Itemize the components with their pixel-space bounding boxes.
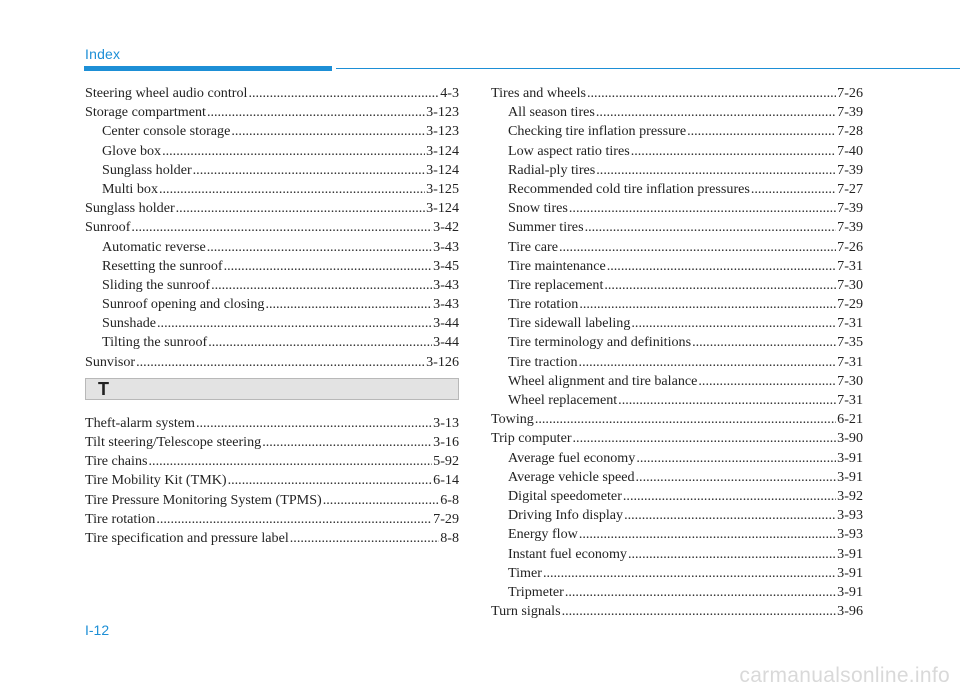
index-entry xyxy=(491,429,863,448)
index-subentry xyxy=(491,372,863,391)
dot-leader xyxy=(207,238,432,257)
entry-label: Snow tires xyxy=(508,200,568,217)
entry-label: Tire care xyxy=(508,238,558,255)
entry-page-ref: 6-8 xyxy=(440,491,459,508)
index-entry xyxy=(85,353,459,372)
dot-leader xyxy=(231,122,425,141)
dot-leader xyxy=(579,353,837,372)
entry-page-ref: 3-91 xyxy=(837,545,863,562)
index-subentry xyxy=(85,257,459,276)
entry-page-ref: 4-3 xyxy=(440,85,459,101)
entry-page-ref: 3-126 xyxy=(426,353,459,370)
dot-leader xyxy=(323,491,439,510)
entry-page-ref: 7-27 xyxy=(837,180,863,197)
entry-label: Tire terminology and definitions xyxy=(508,334,692,351)
entry-label: Automatic reverse xyxy=(102,238,206,255)
entry-page-ref: 3-43 xyxy=(433,276,459,293)
dot-leader xyxy=(604,276,836,295)
entry-page-ref: 3-42 xyxy=(433,219,459,236)
entry-label: Theft-alarm system xyxy=(85,414,195,431)
dot-leader xyxy=(579,295,836,314)
index-subentry xyxy=(491,583,863,602)
entry-label: Storage compartment xyxy=(85,104,206,121)
index-subentry xyxy=(85,295,459,314)
entry-page-ref: 7-35 xyxy=(837,334,863,351)
entry-page-ref: 3-45 xyxy=(433,257,459,274)
entry-page-ref: 7-31 xyxy=(837,392,863,408)
index-entry xyxy=(85,433,459,452)
entry-page-ref: 7-26 xyxy=(837,85,863,101)
index-subentry xyxy=(491,449,863,468)
entry-label: Tire Pressure Monitoring System (TPMS) xyxy=(85,491,322,508)
dot-leader xyxy=(207,103,425,122)
entry-label: Timer xyxy=(508,564,542,581)
dot-leader xyxy=(631,142,836,161)
index-subentry xyxy=(85,276,459,295)
index-subentry xyxy=(491,180,863,199)
entry-label: Driving Info display xyxy=(508,507,624,524)
watermark: carmanualsonline.info xyxy=(739,664,950,687)
index-entry xyxy=(85,491,459,510)
header-rule-thick xyxy=(84,66,332,71)
dot-leader xyxy=(131,218,432,237)
entry-page-ref: 7-39 xyxy=(837,200,863,217)
entry-page-ref: 7-40 xyxy=(837,142,863,159)
entry-label: Multi box xyxy=(102,180,158,197)
entry-label: Digital speedometer xyxy=(508,487,622,504)
index-entry xyxy=(491,602,863,621)
index-column-right xyxy=(491,84,863,621)
entry-page-ref: 7-39 xyxy=(837,219,863,236)
entry-page-ref: 3-44 xyxy=(433,315,459,332)
index-subentry xyxy=(491,468,863,487)
index-entry xyxy=(85,84,459,103)
entry-page-ref: 3-93 xyxy=(837,526,863,543)
dot-leader xyxy=(265,295,432,314)
entry-page-ref: 3-43 xyxy=(433,296,459,313)
entry-page-ref: 5-92 xyxy=(433,453,459,470)
index-subentry xyxy=(491,199,863,218)
entry-page-ref: 3-124 xyxy=(426,200,459,217)
index-subentry xyxy=(491,238,863,257)
entry-label: Sunshade xyxy=(102,315,157,332)
entry-page-ref: 3-93 xyxy=(837,507,863,524)
entry-page-ref: 7-30 xyxy=(837,276,863,293)
dot-leader xyxy=(692,333,836,352)
index-subentry xyxy=(491,506,863,525)
entry-page-ref: 7-30 xyxy=(837,372,863,389)
entry-label: Tire specification and pressure label xyxy=(85,529,289,546)
index-subentry xyxy=(85,142,459,161)
index-column-left xyxy=(85,84,459,548)
entry-page-ref: 7-26 xyxy=(837,238,863,255)
dot-leader xyxy=(248,84,439,103)
entry-label: Tire Mobility Kit (TMK) xyxy=(85,472,227,489)
index-subentry xyxy=(491,545,863,564)
dot-leader xyxy=(543,564,836,583)
entry-page-ref: 3-96 xyxy=(837,603,863,620)
entry-label: Low aspect ratio tires xyxy=(508,142,630,159)
dot-leader xyxy=(631,314,836,333)
entry-page-ref: 3-43 xyxy=(433,238,459,255)
dot-leader xyxy=(596,161,836,180)
dot-leader xyxy=(290,529,439,548)
entry-page-ref: 3-124 xyxy=(426,142,459,159)
dot-leader xyxy=(628,545,836,564)
index-entry xyxy=(85,452,459,471)
index-entry xyxy=(85,103,459,122)
dot-leader xyxy=(562,602,837,621)
entry-label: Sunroof opening and closing xyxy=(102,296,265,313)
entry-label: Tire rotation xyxy=(85,510,156,527)
entry-page-ref: 7-39 xyxy=(837,161,863,178)
index-entry xyxy=(85,510,459,529)
dot-leader xyxy=(624,506,836,525)
dot-leader xyxy=(136,353,425,372)
dot-leader xyxy=(636,449,836,468)
entry-label: Tires and wheels xyxy=(491,85,586,101)
page-number: I-12 xyxy=(85,622,110,638)
entry-page-ref: 7-28 xyxy=(837,123,863,140)
dot-leader xyxy=(149,452,433,471)
index-subentry xyxy=(85,333,459,352)
index-subentry xyxy=(491,257,863,276)
entry-page-ref: 6-21 xyxy=(837,411,863,428)
entry-page-ref: 3-124 xyxy=(426,161,459,178)
entry-label: Steering wheel audio control xyxy=(85,85,248,101)
entry-label: Resetting the sunroof xyxy=(102,257,223,274)
index-subentry xyxy=(85,314,459,333)
dot-leader xyxy=(687,122,836,141)
index-entry xyxy=(85,199,459,218)
dot-leader xyxy=(156,510,432,529)
dot-leader xyxy=(211,276,432,295)
dot-leader xyxy=(618,391,836,410)
index-subentry xyxy=(491,391,863,410)
entry-label: Average vehicle speed xyxy=(508,468,635,485)
dot-leader xyxy=(208,333,432,352)
index-entry xyxy=(491,410,863,429)
header-rule-thin xyxy=(336,68,960,69)
entry-page-ref: 3-16 xyxy=(433,434,459,450)
entry-page-ref: 7-31 xyxy=(837,257,863,274)
entry-page-ref: 7-29 xyxy=(837,296,863,313)
entry-page-ref: 8-8 xyxy=(440,529,459,546)
entry-label: Tripmeter xyxy=(508,583,564,600)
dot-leader xyxy=(157,314,432,333)
index-subentry xyxy=(491,142,863,161)
entry-page-ref: 7-31 xyxy=(837,353,863,370)
entry-label: Tire replacement xyxy=(508,276,604,293)
entry-label: Sunglass holder xyxy=(85,200,175,217)
index-subentry xyxy=(491,525,863,544)
entry-page-ref: 3-92 xyxy=(837,487,863,504)
dot-leader xyxy=(228,471,433,490)
index-list-t xyxy=(85,414,459,548)
dot-leader xyxy=(596,103,836,122)
entry-label: Sunvisor xyxy=(85,353,136,370)
entry-label: Tire rotation xyxy=(508,296,579,313)
entry-page-ref: 3-44 xyxy=(433,334,459,351)
entry-label: Towing xyxy=(491,411,534,428)
index-subentry xyxy=(491,353,863,372)
index-subentry xyxy=(491,564,863,583)
index-entry xyxy=(85,471,459,490)
entry-page-ref: 7-31 xyxy=(837,315,863,332)
entry-label: Center console storage xyxy=(102,123,231,140)
index-list-s xyxy=(85,84,459,372)
entry-label: Radial-ply tires xyxy=(508,161,596,178)
index-subentry xyxy=(85,180,459,199)
entry-label: Wheel replacement xyxy=(508,392,618,408)
section-header-t xyxy=(85,378,459,400)
entry-label: Instant fuel economy xyxy=(508,545,627,562)
index-subentry xyxy=(491,487,863,506)
index-entry xyxy=(85,218,459,237)
entry-label: Tilt steering/Telescope steering xyxy=(85,434,262,450)
dot-leader xyxy=(623,487,836,506)
dot-leader xyxy=(636,468,837,487)
index-subentry xyxy=(491,333,863,352)
index-subentry xyxy=(491,218,863,237)
index-subentry xyxy=(491,314,863,333)
dot-leader xyxy=(193,161,425,180)
entry-page-ref: 3-123 xyxy=(426,123,459,140)
index-entry xyxy=(85,529,459,548)
entry-label: Tire traction xyxy=(508,353,578,370)
entry-page-ref: 3-91 xyxy=(837,564,863,581)
entry-label: Checking tire inflation pressure xyxy=(508,123,687,140)
entry-label: Sliding the sunroof xyxy=(102,276,211,293)
dot-leader xyxy=(162,142,425,161)
index-subentry xyxy=(491,122,863,141)
entry-page-ref: 7-29 xyxy=(433,510,459,527)
dot-leader xyxy=(535,410,836,429)
entry-label: Recommended cold tire inflation pressures xyxy=(508,180,750,197)
section-letter: T xyxy=(98,378,109,399)
entry-label: Wheel alignment and tire balance xyxy=(508,372,698,389)
index-subentry xyxy=(491,103,863,122)
entry-label: Summer tires xyxy=(508,219,584,236)
entry-page-ref: 6-14 xyxy=(433,472,459,489)
dot-leader xyxy=(579,525,836,544)
dot-leader xyxy=(559,238,836,257)
dot-leader xyxy=(569,199,836,218)
index-list-t-continued xyxy=(491,84,863,621)
dot-leader xyxy=(224,257,433,276)
dot-leader xyxy=(585,218,837,237)
page-title: Index xyxy=(85,46,121,62)
dot-leader xyxy=(262,433,432,452)
entry-label: Energy flow xyxy=(508,526,578,543)
entry-label: Average fuel economy xyxy=(508,449,636,466)
entry-label: Tire chains xyxy=(85,453,148,470)
entry-label: Tire maintenance xyxy=(508,257,606,274)
entry-page-ref: 3-91 xyxy=(837,468,863,485)
entry-page-ref: 3-90 xyxy=(837,430,863,447)
entry-label: Glove box xyxy=(102,142,162,159)
dot-leader xyxy=(751,180,836,199)
dot-leader xyxy=(196,414,432,433)
index-subentry xyxy=(491,161,863,180)
entry-label: Sunglass holder xyxy=(102,161,192,178)
entry-page-ref: 3-91 xyxy=(837,583,863,600)
dot-leader xyxy=(565,583,836,602)
index-entry xyxy=(85,414,459,433)
entry-label: Sunroof xyxy=(85,219,131,236)
dot-leader xyxy=(698,372,836,391)
index-subentry xyxy=(491,276,863,295)
entry-label: All season tires xyxy=(508,104,595,121)
entry-page-ref: 3-123 xyxy=(426,104,459,121)
index-entry xyxy=(491,84,863,103)
dot-leader xyxy=(587,84,836,103)
dot-leader xyxy=(607,257,836,276)
entry-label: Trip computer xyxy=(491,430,572,447)
entry-label: Turn signals xyxy=(491,603,561,620)
entry-label: Tire sidewall labeling xyxy=(508,315,631,332)
dot-leader xyxy=(573,429,837,448)
index-subentry xyxy=(85,238,459,257)
entry-label: Tilting the sunroof xyxy=(102,334,208,351)
entry-page-ref: 3-13 xyxy=(433,414,459,431)
index-subentry xyxy=(85,161,459,180)
dot-leader xyxy=(159,180,425,199)
entry-page-ref: 3-91 xyxy=(837,449,863,466)
index-subentry xyxy=(85,122,459,141)
dot-leader xyxy=(176,199,425,218)
entry-page-ref: 7-39 xyxy=(837,104,863,121)
entry-page-ref: 3-125 xyxy=(426,180,459,197)
index-subentry xyxy=(491,295,863,314)
